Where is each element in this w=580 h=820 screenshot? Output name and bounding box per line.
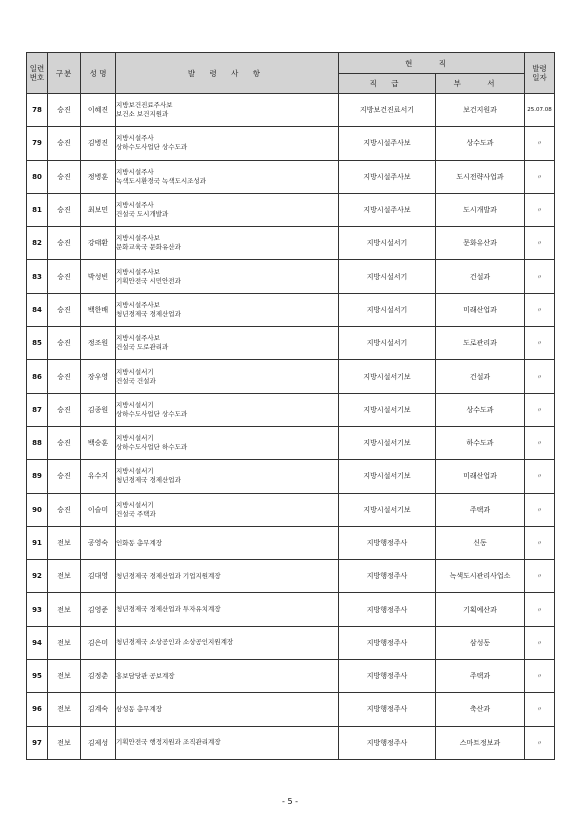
cell-assignment [116,493,339,526]
cell-grade: 지방행정주사 [339,626,436,659]
table-row [27,293,555,326]
assignment-line-2: 건설국 도시개발과 [116,210,169,219]
cell-date: 〃 [525,693,555,726]
cell-assignment [116,160,339,193]
header-date [525,53,555,94]
cell-grade: 지방시설서기보 [339,493,436,526]
cell-name: 이슬미 [81,493,116,526]
cell-name: 김영준 [81,593,116,626]
cell-category: 승진 [48,493,81,526]
cell-category: 전보 [48,693,81,726]
cell-serial-number: 81 [27,193,48,226]
cell-serial-number: 93 [27,593,48,626]
cell-grade: 지방시설서기 [339,227,436,260]
assignment-line-1: 지방시설서기 [116,500,154,509]
assignment-line-2: 문화교육국 문화유산과 [116,243,181,252]
cell-category: 전보 [48,560,81,593]
cell-date: 〃 [525,593,555,626]
cell-date: 〃 [525,660,555,693]
table-row [27,726,555,759]
cell-serial-number: 91 [27,526,48,559]
cell-serial-number: 79 [27,127,48,160]
header-serial-number [27,53,48,94]
assignment-line-1: 기획안전국 행정지원과 조직관리계장 [116,738,221,747]
assignment-line-1: 지방시설주사보 [116,300,160,309]
assignment-line-1: 지방시설서기 [116,467,154,476]
table-row [27,660,555,693]
cell-grade: 지방시설서기보 [339,460,436,493]
cell-date: 〃 [525,260,555,293]
cell-assignment [116,293,339,326]
cell-name: 장우영 [81,360,116,393]
cell-serial-number: 78 [27,94,48,127]
table-row [27,227,555,260]
cell-serial-number: 96 [27,693,48,726]
cell-grade: 지방행정주사 [339,593,436,626]
cell-grade: 지방시설서기 [339,293,436,326]
cell-assignment [116,526,339,559]
cell-date: 〃 [525,626,555,659]
table-row [27,193,555,226]
table-row [27,327,555,360]
cell-name: 백한배 [81,293,116,326]
cell-serial-number: 86 [27,360,48,393]
cell-date: 〃 [525,127,555,160]
cell-date: 25.07.08 [525,94,555,127]
cell-department: 삼성동 [436,626,525,659]
cell-assignment [116,726,339,759]
cell-department: 도시개발과 [436,193,525,226]
cell-date: 〃 [525,726,555,759]
cell-grade: 지방행정주사 [339,726,436,759]
cell-name: 정병훈 [81,160,116,193]
cell-grade: 지방행정주사 [339,660,436,693]
table-row [27,127,555,160]
cell-serial-number: 84 [27,293,48,326]
cell-category: 승진 [48,227,81,260]
cell-date: 〃 [525,526,555,559]
assignment-line-1: 홍보담당관 공보계장 [116,671,175,680]
cell-serial-number: 85 [27,327,48,360]
cell-serial-number: 92 [27,560,48,593]
table-row [27,526,555,559]
cell-department: 건설과 [436,360,525,393]
table-row [27,160,555,193]
assignment-line-1: 지방보건진료주사보 [116,101,173,110]
assignment-line-2: 건설국 도로관리과 [116,343,169,352]
cell-department: 하수도과 [436,426,525,459]
cell-grade: 지방시설서기보 [339,426,436,459]
cell-date: 〃 [525,560,555,593]
assignment-line-1: 지방시설주사보 [116,334,160,343]
header-date-line2: 일자 [532,73,547,82]
cell-department: 미래산업과 [436,460,525,493]
table-header [27,53,555,94]
cell-department: 건설과 [436,260,525,293]
cell-category: 승진 [48,127,81,160]
assignment-line-2: 상하수도사업단 상수도과 [116,409,188,418]
header-date-line1: 발령 [532,64,547,73]
cell-name: 김제성 [81,726,116,759]
cell-department: 도로관리과 [436,327,525,360]
cell-name: 박성빈 [81,260,116,293]
cell-serial-number: 88 [27,426,48,459]
cell-department: 축산과 [436,693,525,726]
cell-assignment [116,426,339,459]
assignment-line-1: 인화동 총무계장 [116,538,163,547]
cell-assignment [116,560,339,593]
cell-department: 상수도과 [436,393,525,426]
cell-category: 승진 [48,94,81,127]
cell-name: 김대영 [81,560,116,593]
cell-assignment [116,227,339,260]
cell-grade: 지방시설주사보 [339,160,436,193]
cell-category: 전보 [48,526,81,559]
cell-assignment [116,327,339,360]
cell-category: 승진 [48,393,81,426]
table-row [27,260,555,293]
header-current-position: 현 직 [339,53,525,74]
header-name: 성 명 [81,53,116,94]
cell-name: 백승훈 [81,426,116,459]
header-grade: 직 급 [339,74,436,94]
table-row [27,94,555,127]
assignment-line-1: 지방시설서기 [116,434,154,443]
table-row [27,426,555,459]
table-row [27,360,555,393]
cell-category: 승진 [48,293,81,326]
cell-grade: 지방행정주사 [339,526,436,559]
cell-department: 스마트정보과 [436,726,525,759]
appointment-table [26,52,555,760]
assignment-line-1: 지방시설주사 [116,134,154,143]
cell-department: 보건지원과 [436,94,525,127]
assignment-line-2: 보건소 보건지원과 [116,110,169,119]
cell-serial-number: 83 [27,260,48,293]
cell-date: 〃 [525,460,555,493]
cell-assignment [116,660,339,693]
assignment-line-1: 지방시설서기 [116,367,154,376]
assignment-line-1: 지방시설주사 [116,201,154,210]
table-body [27,94,555,760]
table-row [27,560,555,593]
cell-assignment [116,593,339,626]
assignment-line-2: 녹색도시환경국 녹색도시조성과 [116,176,206,185]
header-category: 구분 [48,53,81,94]
cell-category: 전보 [48,726,81,759]
cell-name: 최보민 [81,193,116,226]
cell-department: 상수도과 [436,127,525,160]
cell-serial-number: 95 [27,660,48,693]
cell-grade: 지방행정주사 [339,693,436,726]
cell-grade: 지방시설주사보 [339,127,436,160]
cell-name: 정조원 [81,327,116,360]
cell-category: 승진 [48,460,81,493]
cell-date: 〃 [525,293,555,326]
cell-serial-number: 90 [27,493,48,526]
cell-department: 신동 [436,526,525,559]
cell-grade: 지방시설주사보 [339,193,436,226]
cell-department: 문화유산과 [436,227,525,260]
table-row [27,460,555,493]
cell-serial-number: 87 [27,393,48,426]
assignment-line-1: 청년경제국 경제산업과 기업지원계장 [116,571,221,580]
assignment-line-1: 삼성동 총무계장 [116,704,163,713]
cell-assignment [116,626,339,659]
cell-category: 승진 [48,160,81,193]
cell-assignment [116,393,339,426]
cell-grade: 지방보건진료서기 [339,94,436,127]
cell-date: 〃 [525,360,555,393]
page-number: - 5 - [282,797,298,806]
cell-assignment [116,127,339,160]
cell-assignment [116,360,339,393]
cell-department: 주택과 [436,660,525,693]
cell-department: 녹색도시관리사업소 [436,560,525,593]
cell-category: 승진 [48,260,81,293]
cell-date: 〃 [525,227,555,260]
cell-assignment [116,260,339,293]
table-row [27,493,555,526]
cell-grade: 지방시설서기 [339,327,436,360]
assignment-line-2: 건설국 주택과 [116,509,156,518]
assignment-line-2: 상하수도사업단 상수도과 [116,143,188,152]
cell-category: 전보 [48,593,81,626]
cell-serial-number: 97 [27,726,48,759]
assignment-line-2: 건설국 건설과 [116,376,156,385]
assignment-line-1: 지방시설주사 [116,167,154,176]
cell-grade: 지방시설서기 [339,260,436,293]
cell-grade: 지방시설서기보 [339,360,436,393]
cell-name: 유수지 [81,460,116,493]
cell-department: 기획예산과 [436,593,525,626]
cell-name: 김정춘 [81,660,116,693]
cell-category: 전보 [48,626,81,659]
cell-assignment [116,94,339,127]
cell-category: 전보 [48,660,81,693]
cell-department: 도시전략사업과 [436,160,525,193]
cell-department: 주택과 [436,493,525,526]
cell-name: 이혜진 [81,94,116,127]
assignment-line-2: 상하수도사업단 하수도과 [116,443,188,452]
cell-category: 승진 [48,360,81,393]
assignment-line-1: 청년경제국 경제산업과 투자유치계장 [116,605,221,614]
cell-date: 〃 [525,160,555,193]
cell-date: 〃 [525,493,555,526]
cell-name: 김종원 [81,393,116,426]
cell-department: 미래산업과 [436,293,525,326]
cell-grade: 지방시설서기보 [339,393,436,426]
table-row [27,693,555,726]
assignment-line-1: 지방시설주사보 [116,267,160,276]
cell-grade: 지방행정주사 [339,560,436,593]
cell-serial-number: 80 [27,160,48,193]
cell-category: 승진 [48,327,81,360]
cell-date: 〃 [525,193,555,226]
assignment-line-1: 청년경제국 소상공인과 소상공인지원계장 [116,638,234,647]
cell-category: 승진 [48,193,81,226]
header-department: 부 서 [436,74,525,94]
cell-name: 김은미 [81,626,116,659]
cell-assignment [116,460,339,493]
cell-serial-number: 94 [27,626,48,659]
assignment-line-2: 청년경제국 경제산업과 [116,476,181,485]
assignment-line-1: 지방시설서기 [116,400,154,409]
cell-date: 〃 [525,393,555,426]
cell-category: 승진 [48,426,81,459]
assignment-line-2: 청년경제국 경제산업과 [116,309,181,318]
cell-serial-number: 89 [27,460,48,493]
cell-assignment [116,693,339,726]
cell-serial-number: 82 [27,227,48,260]
table-row [27,593,555,626]
cell-name: 강태환 [81,227,116,260]
cell-name: 김계숙 [81,693,116,726]
table-row [27,393,555,426]
header-serial-line1: 일련 [29,64,45,73]
header-assignment: 발 령 사 항 [116,53,339,94]
assignment-line-1: 지방시설주사보 [116,234,160,243]
cell-date: 〃 [525,426,555,459]
cell-name: 공영숙 [81,526,116,559]
cell-name: 김병진 [81,127,116,160]
cell-assignment [116,193,339,226]
assignment-line-2: 기획안전국 시민안전과 [116,276,181,285]
table-row [27,626,555,659]
cell-date: 〃 [525,327,555,360]
header-serial-line2: 번호 [29,73,45,82]
